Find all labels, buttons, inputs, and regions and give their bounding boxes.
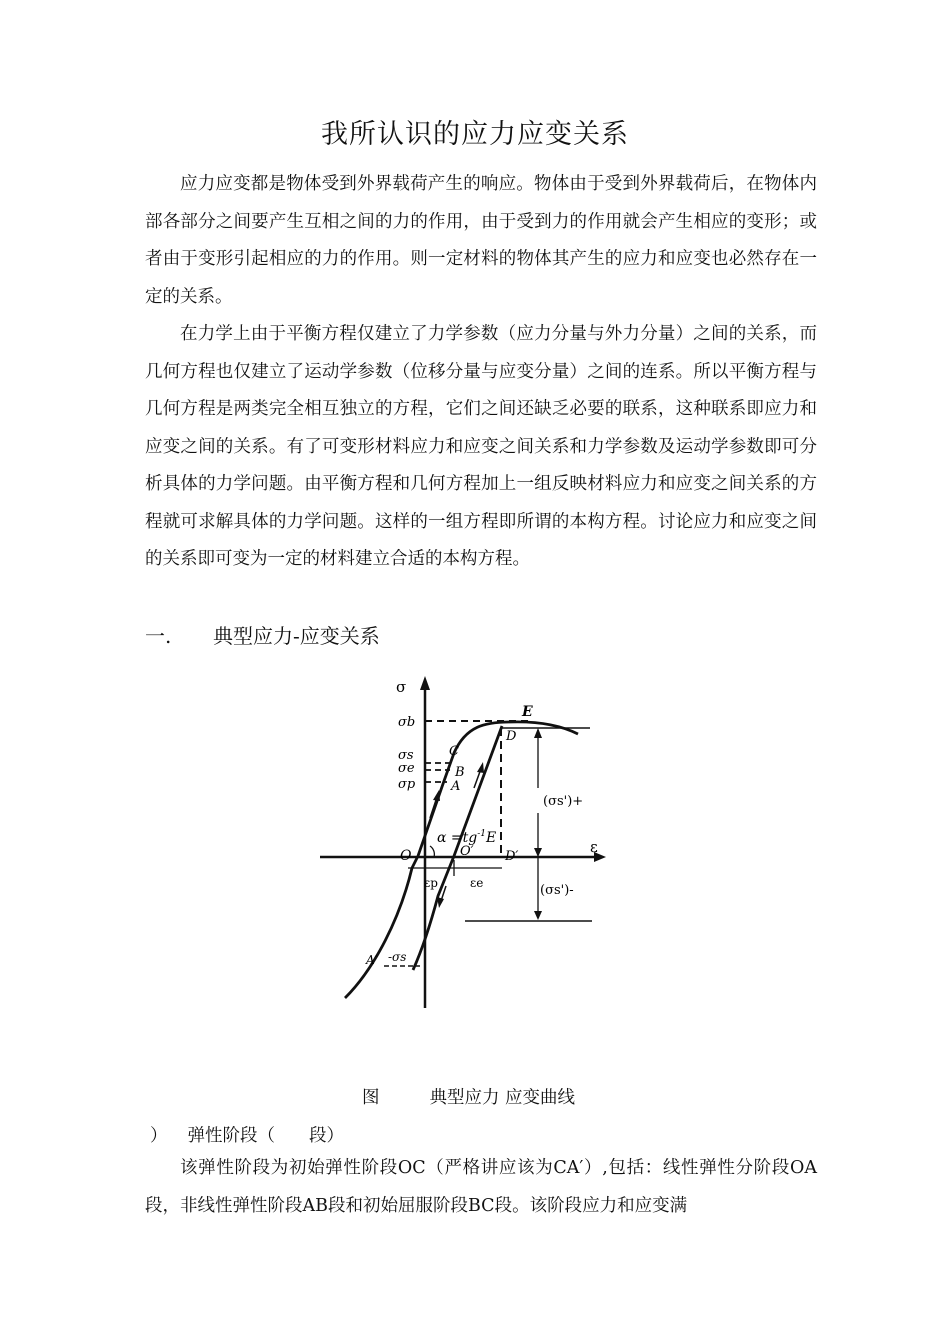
caption-prefix: 图 [362,1088,380,1108]
label-sigma-b: σb [398,715,416,730]
reverse-arrow-head [437,897,444,908]
label-sigma: σ [396,678,407,696]
label-C: C [449,744,459,759]
minus-dim-arrow-bottom [534,911,542,920]
label-epsilon: ε [590,838,598,856]
subsection-open: ） [150,1126,168,1146]
label-A-prime: A′ [366,953,378,967]
intro-section [145,166,817,579]
label-sigma-s-minus: (σs')- [540,883,574,898]
figure-caption [362,1084,575,1109]
loading-curve [345,722,578,998]
label-neg-sigma-s: -σs [388,950,407,964]
section-heading [145,620,380,649]
elastic-section [145,1150,817,1225]
subsection-title: 弹性阶段（ [187,1126,275,1146]
stress-axis-arrow [420,676,430,690]
section-number: 一. [145,624,172,648]
label-B: B [455,765,465,780]
label-sigma-p: σp [398,777,416,792]
loading-arrow-head [433,790,440,801]
label-sigma-s: σs [398,748,414,763]
paragraph-3: 该弹性阶段为初始弹性阶段OC（严格讲应该为CA′）,包括：线性弹性分阶段OA段，非线性弹性阶段AB段和初始屈服阶段BC段。该阶段应力和应变满 [145,1158,817,1216]
label-D: D [506,729,517,744]
stress-strain-diagram [300,668,620,1038]
caption-text: 典型应力 应变曲线 [429,1088,576,1108]
alpha-arc [430,846,434,857]
label-D-prime: D′ [505,849,519,864]
paragraph-2: 在力学上由于平衡方程仅建立了力学参数（应力分量与外力分量）之间的关系，而几何方程也仅建立了运动学参数（位移分量与应变分量）之间的连系。所以平衡方程与几何方程是两类完全相互独立的方程，它们之间还缺乏必要的联系，这种联系即应力和应变之间的关系。有了可变形材料应力和应变之间关系和力学参数及运动学参数即可分析具体的力学问题。由平衡方程和几何方程加上一组反映材料应力和应变之间关系的方程就可求解具体的力学问题。这样的一组方程即所谓的本构方程。讨论应力和应变之间的关系即可变为一定的材料建立合适的本构方程。 [145,324,817,569]
subsection-heading [150,1122,344,1147]
label-alpha: $\alpha =tg^{-1}E$ [437,829,497,846]
label-A: A [451,779,461,794]
label-eps-p: εp [424,876,438,890]
reload-arrow-head [477,762,484,773]
label-eps-e: εe [470,876,484,890]
label-sigma-e: σe [398,761,415,776]
label-E: E [522,704,533,720]
paragraph-1: 应力应变都是物体受到外界载荷产生的响应。物体由于受到外界载荷后，在物体内部各部分之间要产生互相之间的力的作用，由于受到力的作用就会产生相应的变形；或者由于变形引起相应的力的作用。则一定材料的物体其产生的应力和应变也必然存在一定的关系。 [145,174,817,307]
label-O: O [400,848,412,864]
label-sigma-s-plus: (σs')+ [543,794,584,809]
document-title: 我所认识的应力应变关系 [321,119,629,150]
section-title: 典型应力-应变关系 [213,624,380,648]
plus-dim-arrow-bottom [534,848,542,857]
subsection-close: 段） [309,1126,344,1146]
plus-dim-arrow-top [534,728,542,738]
label-O-prime: O′ [460,844,474,859]
